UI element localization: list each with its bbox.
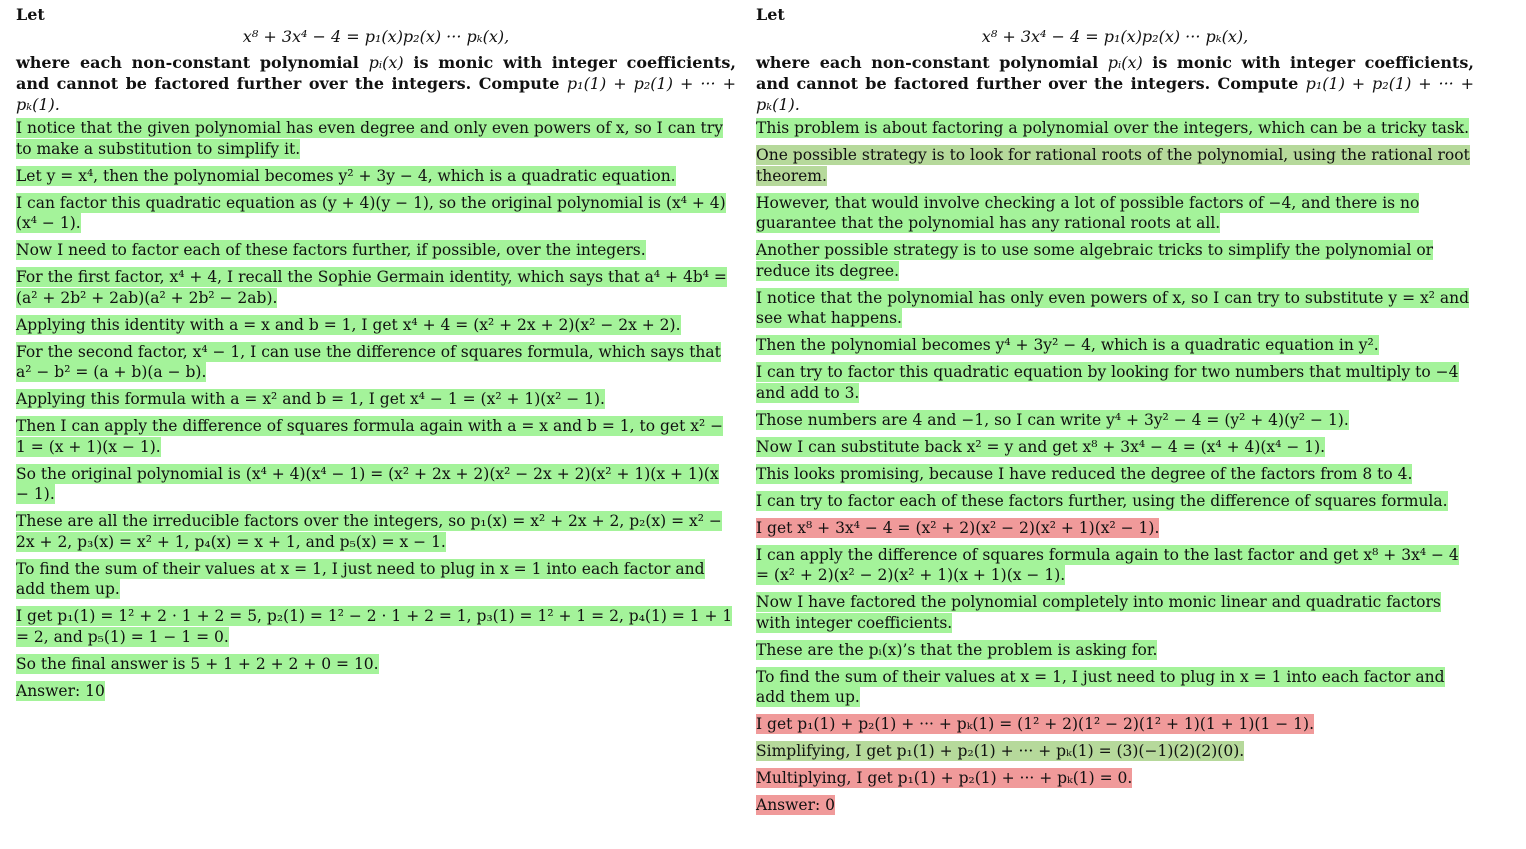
left-step (16, 606, 736, 647)
right-step (756, 592, 1474, 633)
step-text: These are the pᵢ(x)’s that the problem is asking for. (756, 640, 1158, 659)
right-solution-panel (756, 4, 1474, 822)
problem-let: Let (16, 5, 45, 24)
right-step (756, 795, 1474, 816)
problem-formula: x⁸ + 3x⁴ − 4 = p₁(x)p₂(x) ··· pₖ(x), (981, 27, 1249, 46)
step-text: So the original polynomial is (x⁴ + 4)(x⁴ − 1) = (x² + 2x + 2)(x² − 2x + 2)(x² + 1)(x + 1)(x − 1). (16, 464, 719, 503)
step-text: Then the polynomial becomes y⁴ + 3y² − 4, which is a quadratic equation in y². (756, 336, 1379, 354)
left-step (16, 193, 736, 234)
step-text: I can try to factor each of these factors further, using the difference of squares formula. (756, 491, 1448, 510)
left-step (16, 267, 736, 308)
step-text: Those numbers are 4 and −1, so I can write y⁴ + 3y² − 4 = (y² + 4)(y² − 1). (756, 410, 1349, 429)
right-step (756, 437, 1474, 458)
right-step (756, 288, 1474, 329)
statement-sum: p₁(1) + p₂(1) + ··· + pₖ(1). (756, 74, 1475, 114)
right-step (756, 335, 1474, 356)
step-text: I get p₁(1) = 1² + 2 · 1 + 2 = 5, p₂(1) = 1² − 2 · 1 + 2 = 1, p₃(1) = 1² + 1 = 2, p₄(1) = 1 + 1 = 2, and p₅(1) = 1 − 1 = 0. (16, 607, 733, 646)
problem-statement (756, 52, 1474, 115)
step-text: However, that would involve checking a lot of possible factors of −4, and there is no guarantee that the polynomial has any rational roots at all. (756, 193, 1420, 232)
statement-math: pᵢ(x) (1107, 53, 1143, 72)
left-step (16, 166, 736, 187)
left-step (16, 464, 736, 505)
left-solution-panel (16, 4, 736, 708)
right-step (756, 714, 1474, 735)
right-step (756, 667, 1474, 708)
step-text: These are all the irreducible factors over the integers, so p₁(x) = x² + 2x + 2, p₂(x) = x² − 2x + 2, p₃(x) = x² + 1, p₄(x) = x + 1, and p₅(x) = x − 1. (16, 512, 722, 551)
statement-math: pᵢ(x) (368, 53, 404, 72)
step-text: I get x⁸ + 3x⁴ − 4 = (x² + 2)(x² − 2)(x² + 1)(x² − 1). (756, 518, 1160, 537)
left-step (16, 681, 736, 702)
step-text: Simplifying, I get p₁(1) + p₂(1) + ··· + pₖ(1) = (3)(−1)(2)(2)(0). (756, 742, 1245, 760)
statement-pre: where each non-constant polynomial (16, 53, 369, 72)
right-step (756, 545, 1474, 586)
step-text: I can apply the difference of squares formula again to the last factor and get x⁸ + 3x⁴ − 4 = (x² + 2)(x² − 2)(x² + 1)(x + 1)(x − 1). (756, 545, 1459, 584)
right-step (756, 491, 1474, 512)
left-step (16, 559, 736, 600)
step-text: To find the sum of their values at x = 1, I just need to plug in x = 1 into each factor and add them up. (16, 559, 705, 598)
left-step (16, 240, 736, 261)
statement-pre: where each non-constant polynomial (756, 53, 1108, 72)
problem-statement (16, 52, 736, 115)
problem-let: Let (756, 5, 785, 24)
left-step (16, 511, 736, 552)
right-step (756, 741, 1474, 762)
step-text: Another possible strategy is to use some algebraic tricks to simplify the polynomial or reduce its degree. (756, 241, 1434, 280)
step-text: To find the sum of their values at x = 1, I just need to plug in x = 1 into each factor and add them up. (756, 667, 1445, 706)
statement-mid: is monic with integer coefficients, and cannot be factored further over the integers. Compute (16, 53, 736, 93)
step-text: Answer: 10 (16, 681, 105, 700)
left-step (16, 315, 736, 336)
step-text: I notice that the given polynomial has even degree and only even powers of x, so I can try to make a substitution to simplify it. (16, 119, 723, 158)
problem-formula: x⁸ + 3x⁴ − 4 = p₁(x)p₂(x) ··· pₖ(x), (242, 27, 510, 46)
left-step (16, 654, 736, 675)
step-text: I can try to factor this quadratic equation by looking for two numbers that multiply to −4 and add to 3. (756, 363, 1459, 402)
step-text: I notice that the polynomial has only even powers of x, so I can try to substitute y = x² and see what happens. (756, 288, 1470, 327)
step-text: Now I need to factor each of these factors further, if possible, over the integers. (16, 241, 646, 259)
step-text: I get p₁(1) + p₂(1) + ··· + pₖ(1) = (1² + 2)(1² − 2)(1² + 1)(1 + 1)(1 − 1). (756, 715, 1315, 733)
statement-mid: is monic with integer coefficients, and cannot be factored further over the integers. Compute (756, 53, 1474, 93)
step-text: For the second factor, x⁴ − 1, I can use the difference of squares formula, which says that a² − b² = (a + b)(a − b). (16, 342, 721, 381)
step-text: Answer: 0 (756, 796, 835, 814)
statement-sum: p₁(1) + p₂(1) + ··· + pₖ(1). (16, 74, 737, 114)
right-step (756, 193, 1474, 234)
step-text: Then I can apply the difference of squares formula again with a = x and b = 1, to get x² − 1 = (x + 1)(x − 1). (16, 417, 724, 456)
step-text: This looks promising, because I have reduced the degree of the factors from 8 to 4. (756, 464, 1413, 483)
right-step (756, 410, 1474, 431)
right-step (756, 118, 1474, 139)
step-text: Now I have factored the polynomial completely into monic linear and quadratic factors with integer coefficients. (756, 593, 1441, 632)
step-text: Applying this identity with a = x and b = 1, I get x⁴ + 4 = (x² + 2x + 2)(x² − 2x + 2). (16, 315, 681, 334)
right-step (756, 362, 1474, 403)
step-text: Applying this formula with a = x² and b = 1, I get x⁴ − 1 = (x² + 1)(x² − 1). (16, 390, 605, 408)
left-step (16, 416, 736, 457)
left-steps (16, 118, 736, 701)
step-text: This problem is about factoring a polynomial over the integers, which can be a tricky task. (756, 119, 1470, 137)
left-step (16, 118, 736, 159)
right-step (756, 464, 1474, 485)
step-text: Multiplying, I get p₁(1) + p₂(1) + ··· + pₖ(1) = 0. (756, 769, 1133, 787)
right-step (756, 518, 1474, 539)
left-step (16, 342, 736, 383)
step-text: For the first factor, x⁴ + 4, I recall the Sophie Germain identity, which says that a⁴ + 4b⁴ = (a² + 2b² + 2ab)(a² + 2b² − 2ab). (16, 268, 727, 307)
right-step (756, 640, 1474, 661)
step-text: I can factor this quadratic equation as (y + 4)(y − 1), so the original polynomial is (x⁴ + 4)(x⁴ − 1). (16, 193, 726, 232)
right-steps (756, 118, 1474, 816)
right-step (756, 240, 1474, 281)
step-text: Let y = x⁴, then the polynomial becomes y² + 3y − 4, which is a quadratic equation. (16, 166, 676, 185)
step-text: One possible strategy is to look for rational roots of the polynomial, using the rational root theorem. (756, 146, 1470, 185)
right-step (756, 145, 1474, 186)
left-step (16, 389, 736, 410)
right-step (756, 768, 1474, 789)
step-text: So the final answer is 5 + 1 + 2 + 2 + 0 = 10. (16, 654, 379, 673)
step-text: Now I can substitute back x² = y and get x⁸ + 3x⁴ − 4 = (x⁴ + 4)(x⁴ − 1). (756, 437, 1326, 456)
